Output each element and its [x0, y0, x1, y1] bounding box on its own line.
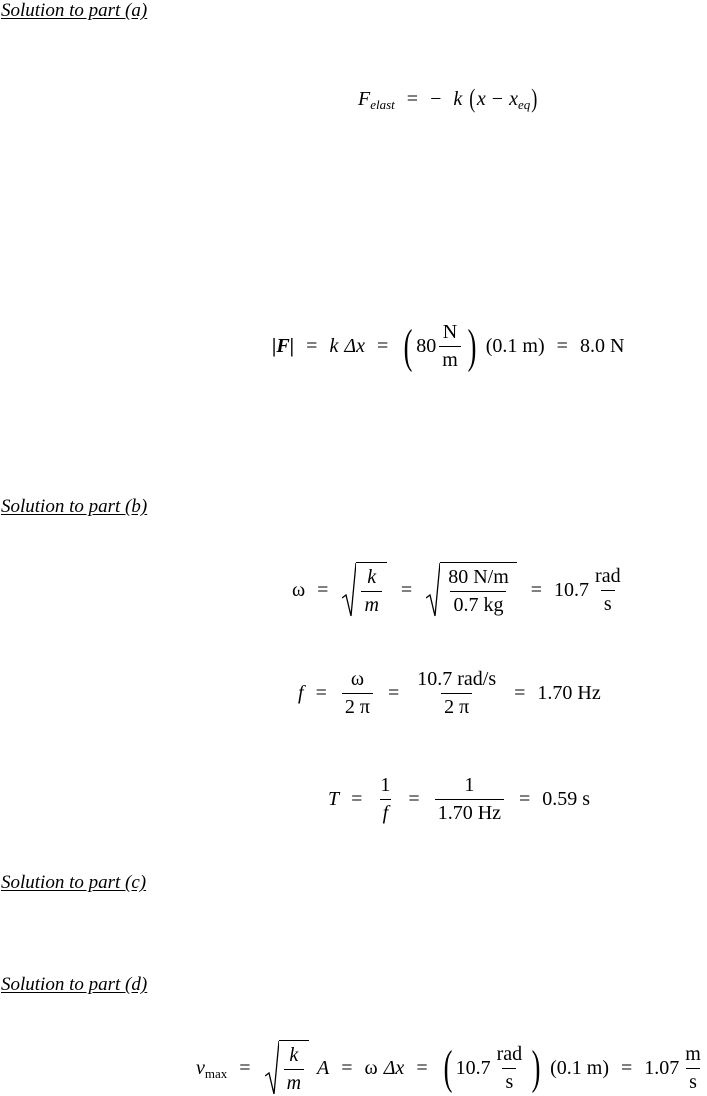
equals: = — [317, 578, 329, 601]
omega: ω — [292, 578, 306, 601]
heading-part-b: Solution to part (b) — [1, 496, 148, 517]
equation-force-magnitude: |F| = k Δx = ( 80 $\frac{N}{m}$ ) (0.1 m) = 8.0 N — [272, 319, 625, 373]
sub-eq: eq — [517, 97, 531, 112]
equals: = — [530, 578, 543, 601]
force-result: 8.0 N — [579, 335, 625, 357]
equation-max-velocity: v max = $\frac{k}{m}$ A = ω Δx = ( 10.7 $\frac{\text{rad}}{s}$ ) (0.1 m) = 1.07 $\frac{m}{s}$ — [196, 1040, 707, 1096]
spring-constant-value: 80 — [416, 335, 437, 357]
fraction-omega-2pi: $\frac{\omega}{2 \pi}$ — [342, 669, 373, 718]
omega: ω — [364, 1056, 378, 1079]
equals: = — [341, 1056, 353, 1079]
var-F: F — [358, 87, 371, 110]
var-x-eq: x — [509, 87, 518, 110]
frequency-result: 1.70 Hz — [537, 682, 601, 704]
sub-max: max — [204, 1066, 228, 1081]
var-A: A — [317, 1056, 330, 1079]
equals: = — [406, 87, 419, 110]
abs-F: |F| — [272, 335, 295, 357]
fraction-1-over-f: $\frac{1}{f}$ — [380, 774, 391, 824]
sub-elast: elast — [370, 97, 395, 112]
amplitude: (0.1 m) — [550, 1056, 609, 1079]
equals: = — [556, 335, 568, 357]
delta-x: Δx — [383, 1056, 405, 1079]
sqrt-k-over-m: $\frac{k}{m}$ — [265, 1040, 309, 1096]
heading-part-a: Solution to part (a) — [1, 0, 148, 21]
equals: = — [306, 335, 318, 357]
delta-x: Δx — [344, 335, 365, 357]
equation-period — [328, 775, 590, 824]
omega-value: 10.7 — [554, 578, 590, 601]
var-k: k — [329, 335, 339, 357]
displacement: (0.1 m) — [485, 335, 545, 357]
sqrt-values: $\frac{80 N/m}{0.7 kg}$ — [426, 562, 517, 618]
sqrt-k-over-m: $\frac{k}{m}$ — [342, 562, 386, 618]
equals: = — [514, 682, 526, 704]
equals: = — [351, 788, 363, 810]
minus: − — [491, 87, 504, 110]
equals: = — [416, 1056, 428, 1079]
equation-elastic-force: F elast = − k ( x − x eq ) — [358, 84, 538, 113]
fraction-values: $\frac{1}{1.70 Hz}$ — [435, 775, 504, 824]
minus: − — [430, 87, 442, 110]
unit-rad-per-s: $\frac{\text{rad}}{s}$ — [496, 1042, 523, 1093]
equals: = — [400, 578, 413, 601]
unit-m-per-s: $\frac{m}{s}$ — [685, 1042, 701, 1093]
omega-value: 10.7 — [455, 1056, 491, 1079]
var-v: v — [196, 1056, 205, 1079]
equals: = — [621, 1056, 633, 1079]
fraction-values: $\frac{\text{10.7 rad/s}}{2 \pi}$ — [417, 668, 497, 718]
var-f: f — [298, 682, 304, 704]
heading-part-d: Solution to part (d) — [1, 974, 148, 995]
equals: = — [239, 1056, 251, 1079]
unit-fraction: $\frac{N}{m}$ — [439, 322, 461, 371]
equals: = — [408, 788, 420, 810]
var-T: T — [328, 788, 340, 810]
equals: = — [519, 788, 531, 810]
equals: = — [376, 335, 389, 357]
equals: = — [315, 682, 327, 704]
velocity-result: 1.07 — [644, 1056, 680, 1079]
equals: = — [387, 682, 400, 704]
unit-rad-per-s: $\frac{\text{rad}}{s}$ — [595, 564, 621, 615]
heading-part-c: Solution to part (c) — [1, 872, 147, 893]
equation-angular-frequency — [292, 562, 627, 618]
var-k: k — [453, 87, 463, 110]
equation-frequency — [298, 669, 601, 718]
period-result: 0.59 s — [542, 788, 591, 810]
var-x: x — [476, 87, 486, 110]
